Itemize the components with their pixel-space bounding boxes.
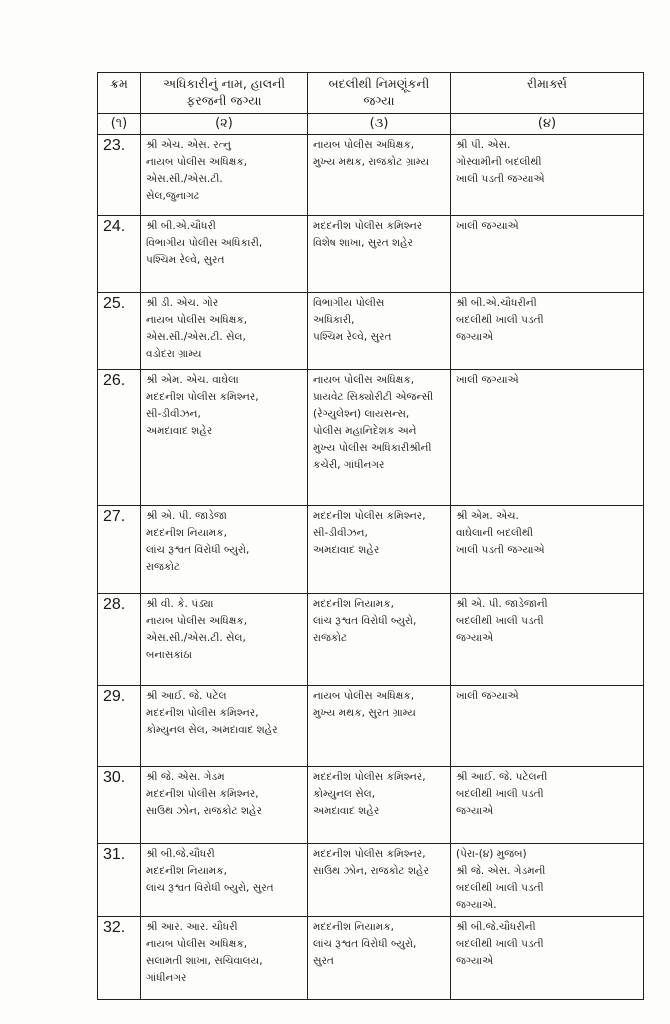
officer-cell-line: રાજકોટ xyxy=(146,561,181,573)
posting-cell-line: મુખ્ય પોલીસ અધિકારીશ્રીની xyxy=(313,442,432,454)
officer-cell-line: સી-ડીવીઝન, xyxy=(146,408,201,420)
posting-cell-line: લાંચ રૂશ્વત વિરોધી બ્યુરો, xyxy=(313,615,417,627)
serial-number: 26. xyxy=(98,370,141,506)
officer-cell-line: નાયબ પોલીસ અધિક્ષક, xyxy=(146,314,248,326)
remarks-cell-line: ખાલી જગ્યાએ xyxy=(456,374,519,386)
posting-cell-line: મદદનીશ પોલીસ કમિશ્નર, xyxy=(313,771,426,783)
serial-number: 29. xyxy=(98,686,141,767)
posting-cell-line: કોમ્યુનલ સેલ, xyxy=(313,788,376,800)
officer-cell-line: શ્રી એ. પી. જાડેજા xyxy=(146,510,227,522)
index-cell: (૪) xyxy=(451,114,644,135)
remarks-cell xyxy=(451,917,644,1000)
officer-cell-line: ગાંધીનગર xyxy=(146,972,187,984)
table-row xyxy=(98,844,644,917)
posting-cell xyxy=(308,686,451,767)
table-row xyxy=(98,594,644,686)
officer-cell xyxy=(141,594,308,686)
serial-number: 28. xyxy=(98,594,141,686)
officer-cell-line: શ્રી ડી. એચ. ગોર xyxy=(146,297,219,309)
index-cell: (૧) xyxy=(98,114,141,135)
index-row xyxy=(98,114,644,135)
remarks-cell-line: શ્રી એમ. એચ. xyxy=(456,510,519,522)
posting-cell xyxy=(308,917,451,1000)
remarks-cell-line: બદલીથી ખાલી પડતી xyxy=(456,938,544,950)
officer-cell-line: નાયબ પોલીસ અધિક્ષક, xyxy=(146,938,248,950)
remarks-cell-line: શ્રી જે. એસ. ગેડમની xyxy=(456,865,546,877)
posting-cell-line: નાયબ પોલીસ અધિક્ષક, xyxy=(313,139,415,151)
table-row xyxy=(98,506,644,594)
remarks-cell xyxy=(451,594,644,686)
posting-cell-line: (રેગ્યુલેશ્ન) લાયસન્સ, xyxy=(313,408,410,420)
posting-cell-line: સાઉથ ઝોન, રાજકોટ શહેર xyxy=(313,865,429,877)
posting-cell-line: અમદાવાદ શહેર xyxy=(313,544,380,556)
table-row xyxy=(98,135,644,216)
posting-cell-line: વિભાગીય પોલીસ xyxy=(313,297,385,309)
officer-cell xyxy=(141,917,308,1000)
remarks-cell-line: ખાલી જગ્યાએ xyxy=(456,220,519,232)
officer-cell-line: વિભાગીય પોલીસ અધિકારી, xyxy=(146,237,263,249)
remarks-cell xyxy=(451,686,644,767)
posting-cell xyxy=(308,594,451,686)
posting-cell-line: પોલીસ મહાનિદેશક અને xyxy=(313,425,417,437)
remarks-cell-line: શ્રી એ. પી. જાડેજાની xyxy=(456,598,548,610)
posting-cell xyxy=(308,216,451,293)
table-row xyxy=(98,686,644,767)
officer-cell-line: મદદનીશ પોલીસ કમિશ્નર, xyxy=(146,391,259,403)
posting-cell-line: પશ્ચિમ રેલ્વે, સુરત xyxy=(313,331,392,343)
officer-cell-line: અમદાવાદ શહેર xyxy=(146,425,213,437)
serial-number: 27. xyxy=(98,506,141,594)
header-officer: અધિકારીનું નામ, હાલની ફરજની જગ્યા xyxy=(141,73,308,114)
remarks-cell-line: શ્રી બી.એ.ચૌધરીની xyxy=(456,297,537,309)
posting-cell-line: મદદનીશ પોલીસ કમિશ્નર, xyxy=(313,510,426,522)
officer-cell-line: શ્રી વી. કે. પંડ્યા xyxy=(146,598,214,610)
posting-cell-line: કચેરી, ગાંધીનગર xyxy=(313,459,385,471)
serial-number: 24. xyxy=(98,216,141,293)
posting-cell-line: સી-ડીવીઝન, xyxy=(313,527,368,539)
officer-cell-line: શ્રી જે. એસ. ગેડમ xyxy=(146,771,225,783)
officer-cell-line: સેલ,જુનાગઢ xyxy=(146,190,199,202)
posting-cell-line: સુરત xyxy=(313,955,334,967)
posting-cell xyxy=(308,506,451,594)
posting-cell xyxy=(308,293,451,370)
officer-cell-line: લાંચ રૂશ્વત વિરોધી બ્યુરો, xyxy=(146,544,250,556)
officer-cell-line: પશ્ચિમ રેલ્વે, સુરત xyxy=(146,254,225,266)
remarks-cell-line: બદલીથી ખાલી પડતી xyxy=(456,788,544,800)
header-posting: બદલીથી નિમણૂંકની જગ્યા xyxy=(308,73,451,114)
officer-cell-line: મદદનીશ નિયામક, xyxy=(146,865,227,877)
posting-cell-line: અમદાવાદ શહેર xyxy=(313,805,380,817)
officer-cell xyxy=(141,370,308,506)
officer-cell-line: શ્રી આર. આર. ચૌધરી xyxy=(146,921,238,933)
serial-number: 32. xyxy=(98,917,141,1000)
officer-cell-line: નાયબ પોલીસ અધિક્ષક, xyxy=(146,156,248,168)
posting-cell-line: પ્રાયવેટ સિક્યોરીટી એજન્સી xyxy=(313,391,434,403)
table-row xyxy=(98,216,644,293)
table-row xyxy=(98,293,644,370)
officer-cell xyxy=(141,767,308,844)
remarks-cell-line: ગોસ્વામીની બદલીથી xyxy=(456,156,542,168)
officer-cell-line: શ્રી એચ. એસ. રત્નુ xyxy=(146,139,231,151)
posting-cell-line: લાંચ રૂશ્વત વિરોધી બ્યુરો, xyxy=(313,938,417,950)
posting-cell-line: નાયબ પોલીસ અધિક્ષક, xyxy=(313,690,415,702)
serial-number: 23. xyxy=(98,135,141,216)
officer-cell xyxy=(141,686,308,767)
index-cell: (૩) xyxy=(308,114,451,135)
remarks-cell-line: જગ્યાએ xyxy=(456,955,494,967)
posting-cell xyxy=(308,135,451,216)
index-cell: (૨) xyxy=(141,114,308,135)
officer-cell xyxy=(141,293,308,370)
posting-cell xyxy=(308,370,451,506)
officer-cell-line: શ્રી એમ. એચ. વાઘેલા xyxy=(146,374,239,386)
remarks-cell xyxy=(451,767,644,844)
posting-cell-line: મદદનીશ નિયામક, xyxy=(313,921,394,933)
posting-cell-line: મદદનીશ પોલીસ કમિશ્નર, xyxy=(313,848,426,860)
table-row xyxy=(98,917,644,1000)
header-remarks: રીમાર્ક્સ xyxy=(451,73,644,114)
posting-cell-line: નાયબ પોલીસ અધિક્ષક, xyxy=(313,374,415,386)
remarks-cell-line: જગ્યાએ xyxy=(456,632,494,644)
serial-number: 31. xyxy=(98,844,141,917)
officer-cell-line: એસ.સી./એસ.ટી. xyxy=(146,173,223,185)
officer-cell-line: કોમ્યુનલ સેલ, અમદાવાદ શહેર xyxy=(146,724,278,736)
officer-cell-line: એસ.સી./એસ.ટી. સેલ, xyxy=(146,331,246,343)
remarks-cell-line: બદલીથી ખાલી પડતી xyxy=(456,314,544,326)
remarks-cell-line: જગ્યાએ xyxy=(456,805,494,817)
remarks-cell-line: (પેરા-(૪) મુજબ) xyxy=(456,848,527,860)
remarks-cell xyxy=(451,844,644,917)
table-row xyxy=(98,370,644,506)
serial-number: 25. xyxy=(98,293,141,370)
remarks-cell-line: જગ્યાએ. xyxy=(456,899,497,911)
remarks-cell-line: શ્રી બી.જે.ચૌધરીની xyxy=(456,921,536,933)
remarks-cell-line: ખાલી પડતી જગ્યાએ xyxy=(456,173,545,185)
officer-cell-line: નાયબ પોલીસ અધિક્ષક, xyxy=(146,615,248,627)
officer-cell-line: શ્રી બી.એ.ચૌધરી xyxy=(146,220,216,232)
remarks-cell xyxy=(451,293,644,370)
officer-cell xyxy=(141,135,308,216)
remarks-cell-line: ખાલી પડતી જગ્યાએ xyxy=(456,544,545,556)
remarks-cell-line: ખાલી જગ્યાએ xyxy=(456,690,519,702)
officer-cell-line: બનાસકાંઠા xyxy=(146,649,193,661)
posting-cell-line: મદદનીશ પોલીસ કમિશ્નર xyxy=(313,220,423,232)
posting-cell-line: મદદનીશ નિયામક, xyxy=(313,598,394,610)
remarks-cell xyxy=(451,135,644,216)
remarks-cell xyxy=(451,370,644,506)
remarks-cell-line: શ્રી આઈ. જે. પટેલની xyxy=(456,771,548,783)
transfer-orders-table xyxy=(97,72,644,1000)
officer-cell xyxy=(141,844,308,917)
remarks-cell-line: બદલીથી ખાલી પડતી xyxy=(456,615,544,627)
table-row xyxy=(98,767,644,844)
officer-cell-line: સાઉથ ઝોન, રાજકોટ શહેર xyxy=(146,805,262,817)
posting-cell-line: અધિકારી, xyxy=(313,314,355,326)
remarks-cell-line: બદલીથી ખાલી પડતી xyxy=(456,882,544,894)
remarks-cell xyxy=(451,506,644,594)
serial-number: 30. xyxy=(98,767,141,844)
posting-cell-line: રાજકોટ xyxy=(313,632,348,644)
posting-cell xyxy=(308,844,451,917)
officer-cell-line: સલામતી શાખા, સચિવાલય, xyxy=(146,955,263,967)
officer-cell xyxy=(141,216,308,293)
posting-cell-line: વિશેષ શાખા, સુરત શહેર xyxy=(313,237,413,249)
header-serial: ક્રમ xyxy=(98,73,141,114)
remarks-cell xyxy=(451,216,644,293)
remarks-cell-line: વાઘેલાની બદલીથી xyxy=(456,527,533,539)
officer-cell-line: મદદનીશ પોલીસ કમિશ્નર, xyxy=(146,707,259,719)
header-row xyxy=(98,73,644,114)
officer-cell-line: મદદનીશ નિયામક, xyxy=(146,527,227,539)
posting-cell xyxy=(308,767,451,844)
posting-cell-line: મુખ્ય મથક, રાજકોટ ગ્રામ્ય xyxy=(313,156,430,168)
officer-cell-line: વડોદરા ગ્રામ્ય xyxy=(146,348,202,360)
officer-cell xyxy=(141,506,308,594)
officer-cell-line: લાંચ રૂશ્વત વિરોધી બ્યુરો, સુરત xyxy=(146,882,274,894)
officer-cell-line: મદદનીશ પોલીસ કમિશ્નર, xyxy=(146,788,259,800)
officer-cell-line: શ્રી આઈ. જે. પટેલ xyxy=(146,690,227,702)
posting-cell-line: મુખ્ય મથક, સુરત ગ્રામ્ય xyxy=(313,707,416,719)
officer-cell-line: એસ.સી./એસ.ટી. સેલ, xyxy=(146,632,246,644)
officer-cell-line: શ્રી બી.જે.ચૌધરી xyxy=(146,848,215,860)
remarks-cell-line: જગ્યાએ xyxy=(456,331,494,343)
remarks-cell-line: શ્રી પી. એસ. xyxy=(456,139,511,151)
